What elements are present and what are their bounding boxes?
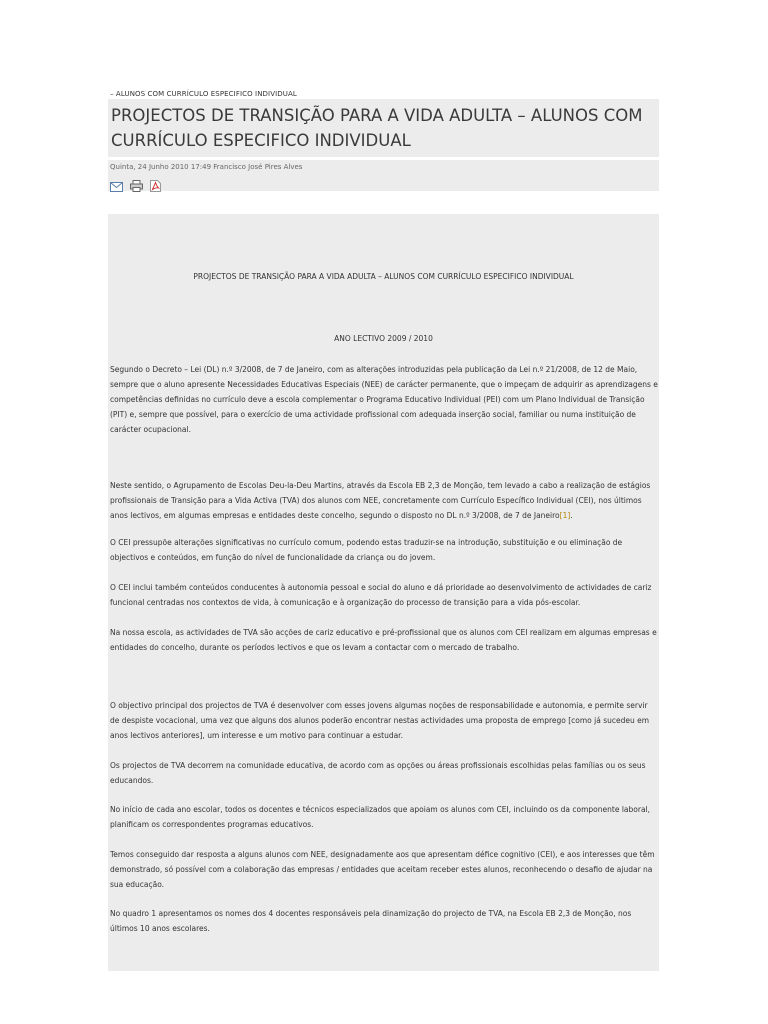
- page-title: PROJECTOS DE TRANSIÇÃO PARA A VIDA ADULTA – ALUNOS COM CURRÍCULO ESPECIFICO INDIVIDUAL: [111, 106, 643, 150]
- print-icon[interactable]: [130, 177, 143, 196]
- pdf-icon[interactable]: [150, 177, 161, 196]
- article-body: [108, 214, 659, 971]
- document-heading: PROJECTOS DE TRANSIÇÃO PARA A VIDA ADULTA – ALUNOS COM CURRÍCULO ESPECIFICO INDIVIDUAL: [193, 272, 574, 281]
- article-date-author: Quinta, 24 Junho 2010 17:49 Francisco José Pires Alves: [110, 163, 303, 171]
- email-icon[interactable]: [110, 177, 123, 196]
- article-meta: [108, 160, 659, 191]
- school-year: ANO LECTIVO 2009 / 2010: [334, 334, 433, 343]
- paragraph: No quadro 1 apresentamos os nomes dos 4 docentes responsáveis pela dinamização do projecto de TVA, na Escola EB 2,3 de Monção, nos últimos 10 anos escolares.: [110, 909, 632, 933]
- paragraph: No início de cada ano escolar, todos os docentes e técnicos especializados que apoiam os alunos com CEI, incluindo os da componente laboral, planificam os correspondentes programas educativos.: [110, 805, 651, 829]
- paragraph: O objectivo principal dos projectos de TVA é desenvolver com esses jovens algumas noções de responsabilidade e autonomia, e permite servir de despiste vocacional, uma vez que alguns dos alunos poderão encontrar nestas actividades uma proposta de emprego [como já sucedeu em anos lectivos anteriores], um interesse e um motivo para continuar a estudar.: [110, 701, 650, 740]
- paragraph: [110, 478, 658, 523]
- article-tools: [110, 177, 163, 189]
- paragraph-end: .: [570, 511, 573, 520]
- paragraph-text: Neste sentido, o Agrupamento de Escolas Deu-la-Deu Martins, através da Escola EB 2,3 de Monção, tem levado a cabo a realização de estágios profissionais de Transição para a Vida Activa (TVA) dos alunos com NEE, concretamente com Currículo Específico Individual (CEI), nos últimos anos lectivos, em algumas empresas e entidades deste concelho, segundo o disposto no DL n.º 3/2008, de 7 de Janeiro: [110, 481, 651, 520]
- breadcrumb: – ALUNOS COM CURRÍCULO ESPECIFICO INDIVIDUAL: [110, 90, 297, 98]
- paragraph: Temos conseguido dar resposta a alguns alunos com NEE, designadamente aos que apresentam défice cognitivo (CEI), e aos interesses que têm demonstrado, só possível com a colaboração das empresas / entidades que aceitam receber estes alunos, reconhecendo o desafio de ajudar na sua educação.: [110, 850, 655, 889]
- article-header: [108, 99, 659, 157]
- paragraph: Os projectos de TVA decorrem na comunidade educativa, de acordo com as opções ou áreas profissionais escolhidas pelas famílias ou os seus educandos.: [110, 761, 646, 785]
- paragraph: O CEI pressupõe alterações significativas no currículo comum, podendo estas traduzir-se na introdução, substituição e ou eliminação de objectivos e conteúdos, em função do nível de funcionalidade da criança ou do jovem.: [110, 538, 623, 562]
- paragraph: Segundo o Decreto – Lei (DL) n.º 3/2008, de 7 de Janeiro, com as alterações introduzidas pela publicação da Lei n.º 21/2008, de 12 de Maio, sempre que o aluno apresente Necessidades Educativas Especiais (NEE) de carácter permanente, que o impeçam de adquirir as aprendizagens e competências definidas no currículo deve a escola complementar o Programa Educativo Individual (PEI) com um Plano Individual de Transição (PIT) e, sempre que possível, para o exercício de uma actividade profissional com adequada inserção social, familiar ou numa instituição de carácter ocupacional.: [110, 365, 658, 434]
- footnote-link[interactable]: [1]: [559, 511, 571, 520]
- paragraph: O CEI inclui também conteúdos conducentes à autonomia pessoal e social do aluno e dá prioridade ao desenvolvimento de actividades de cariz funcional centradas nos contextos de vida, à comunicação e à organização do processo de transição para a vida pós-escolar.: [110, 583, 652, 607]
- paragraph: Na nossa escola, as actividades de TVA são acções de cariz educativo e pré-profissional que os alunos com CEI realizam em algumas empresas e entidades do concelho, durante os períodos lectivos e que os levam a contactar com o mercado de trabalho.: [110, 628, 657, 652]
